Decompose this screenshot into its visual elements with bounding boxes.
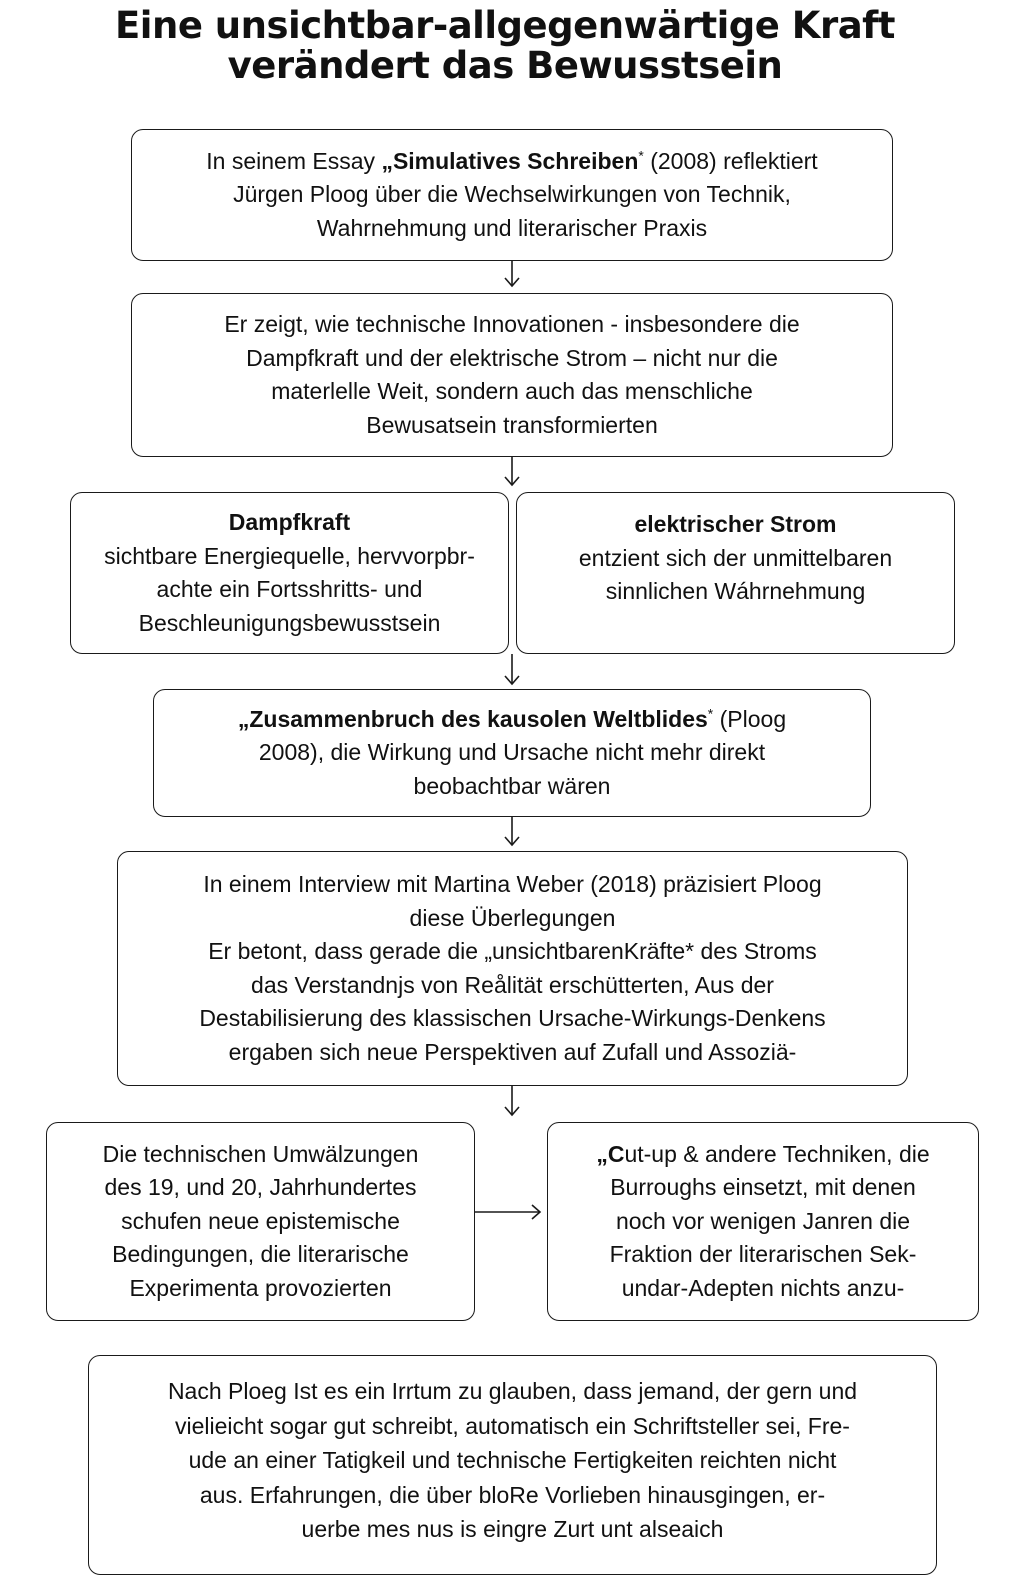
node-innovations (131, 293, 893, 457)
arrow-innovations-to-split (505, 457, 519, 485)
interview-line-4: das Verstandnjs von Reålität erschütterten, Aus der (251, 971, 774, 998)
cutup-line-5: undar-Adepten nichts anzu- (621, 1274, 905, 1301)
cutup-line-3: noch vor wenigen Janren die (615, 1207, 911, 1234)
steam-line-2: achte ein Fortsshritts- und (156, 576, 423, 602)
arrow-split-to-collapse (505, 654, 519, 684)
electricity-line-1: entzient sich der unmittelbaren (578, 544, 893, 571)
node-writer (88, 1355, 937, 1575)
cutup-quote-start: „C (596, 1140, 625, 1167)
title-line-2: verändert das Bewusstsein (227, 44, 783, 87)
node-electricity (516, 492, 955, 654)
essay-title: „Simulatives Schreiben (381, 147, 639, 174)
collapse-citation: (Ploog (713, 705, 787, 732)
steam-heading: Dampfkraft (228, 509, 351, 535)
collapse-quote-mark: * (707, 705, 714, 722)
collapse-quote: „Zusammenbruch des kausolen Weltblides (237, 705, 708, 732)
node-causal-collapse (153, 689, 871, 817)
title-line-1: Eine unsichtbar-allgegenwärtige Kraft (115, 4, 895, 47)
cutup-line-1 (596, 1138, 929, 1172)
cutup-line-2: Burroughs einsetzt, mit denen (610, 1174, 916, 1201)
collapse-line-1 (238, 703, 786, 737)
interview-line-5: Destabilisierung des klassischen Ursache-Wirkungs-Denkens (199, 1005, 826, 1031)
electricity-heading: elektrischer Strom (634, 511, 837, 537)
upheavals-line-4: Bedingungen, die literarische (112, 1241, 409, 1268)
writer-line-3: ude an einer Tatigkeil und technische Fertigkeiten reichten nicht (188, 1447, 837, 1473)
node-steam-power (70, 492, 509, 654)
interview-line-1: In einem Interview mit Martina Weber (2018) präzisiert Ploog (203, 871, 822, 897)
arrow-interview-to-upheavals (505, 1086, 519, 1115)
essay-line-2: Jürgen Ploog über die Wechselwirkungen von Technik, (233, 181, 791, 208)
electricity-line-2: sinnlichen Wáhrnehmung (605, 578, 866, 604)
steam-line-3: Beschleunigungsbewusstsein (138, 609, 441, 636)
upheavals-line-1: Die technischen Umwälzungen (102, 1140, 419, 1167)
node-essay (131, 129, 893, 261)
essay-prefix: In seinem Essay (206, 147, 382, 174)
innovations-line-3: materlelle Weit, sondern auch das menschliche (271, 378, 753, 404)
writer-line-2: vielieicht sogar gut schreibt, automatisch ein Schriftsteller sei, Fre- (175, 1412, 850, 1439)
diagram-title (0, 6, 1010, 86)
cutup-line-1-rest: ut-up & andere Techniken, die (624, 1140, 930, 1167)
essay-quote-mark: * (638, 147, 644, 164)
essay-suffix: (2008) reflektiert (643, 147, 818, 174)
collapse-line-2: 2008), die Wirkung und Ursache nicht mehr direkt (258, 739, 766, 766)
interview-line-3: Er betont, dass gerade die „unsichtbarenKräfte* des Stroms (208, 938, 817, 964)
essay-line-1 (206, 145, 817, 179)
arrow-collapse-to-interview (505, 817, 519, 845)
node-cut-up (547, 1122, 979, 1321)
innovations-line-1: Er zeigt, wie technische Innovationen - insbesondere die (224, 311, 800, 337)
interview-line-2: diese Überlegungen (409, 904, 616, 931)
writer-line-1: Nach Ploeg Ist es ein Irrtum zu glauben, dass jemand, der gern und (167, 1378, 858, 1404)
interview-line-6: ergaben sich neue Perspektiven auf Zufall und Assoziä- (228, 1038, 797, 1065)
upheavals-line-5: Experimenta provozierten (129, 1274, 392, 1301)
node-interview (117, 851, 908, 1086)
essay-line-3: Wahrnehmung und literarischer Praxis (316, 214, 708, 241)
steam-line-1: sichtbare Energiequelle, hervvorpbr- (104, 542, 475, 569)
node-upheavals (46, 1122, 475, 1321)
arrow-upheavals-to-cutup (475, 1205, 540, 1219)
collapse-line-3: beobachtbar wären (413, 772, 611, 799)
innovations-line-2: Dampfkraft und der elektrische Strom – nicht nur die (246, 344, 778, 371)
writer-line-5: uerbe mes nus is eingre Zurt unt alseaich (301, 1516, 724, 1542)
cutup-line-4: Fraktion der literarischen Sek- (609, 1241, 917, 1268)
upheavals-line-2: des 19, und 20, Jahrhundertes (104, 1174, 417, 1201)
innovations-line-4: Bewusatsein transformierten (366, 411, 658, 438)
arrow-essay-to-innovations (505, 261, 519, 286)
writer-line-4: aus. Erfahrungen, die über bloRe Vorlieben hinausgingen, er- (199, 1481, 826, 1508)
upheavals-line-3: schufen neue epistemische (121, 1207, 400, 1234)
